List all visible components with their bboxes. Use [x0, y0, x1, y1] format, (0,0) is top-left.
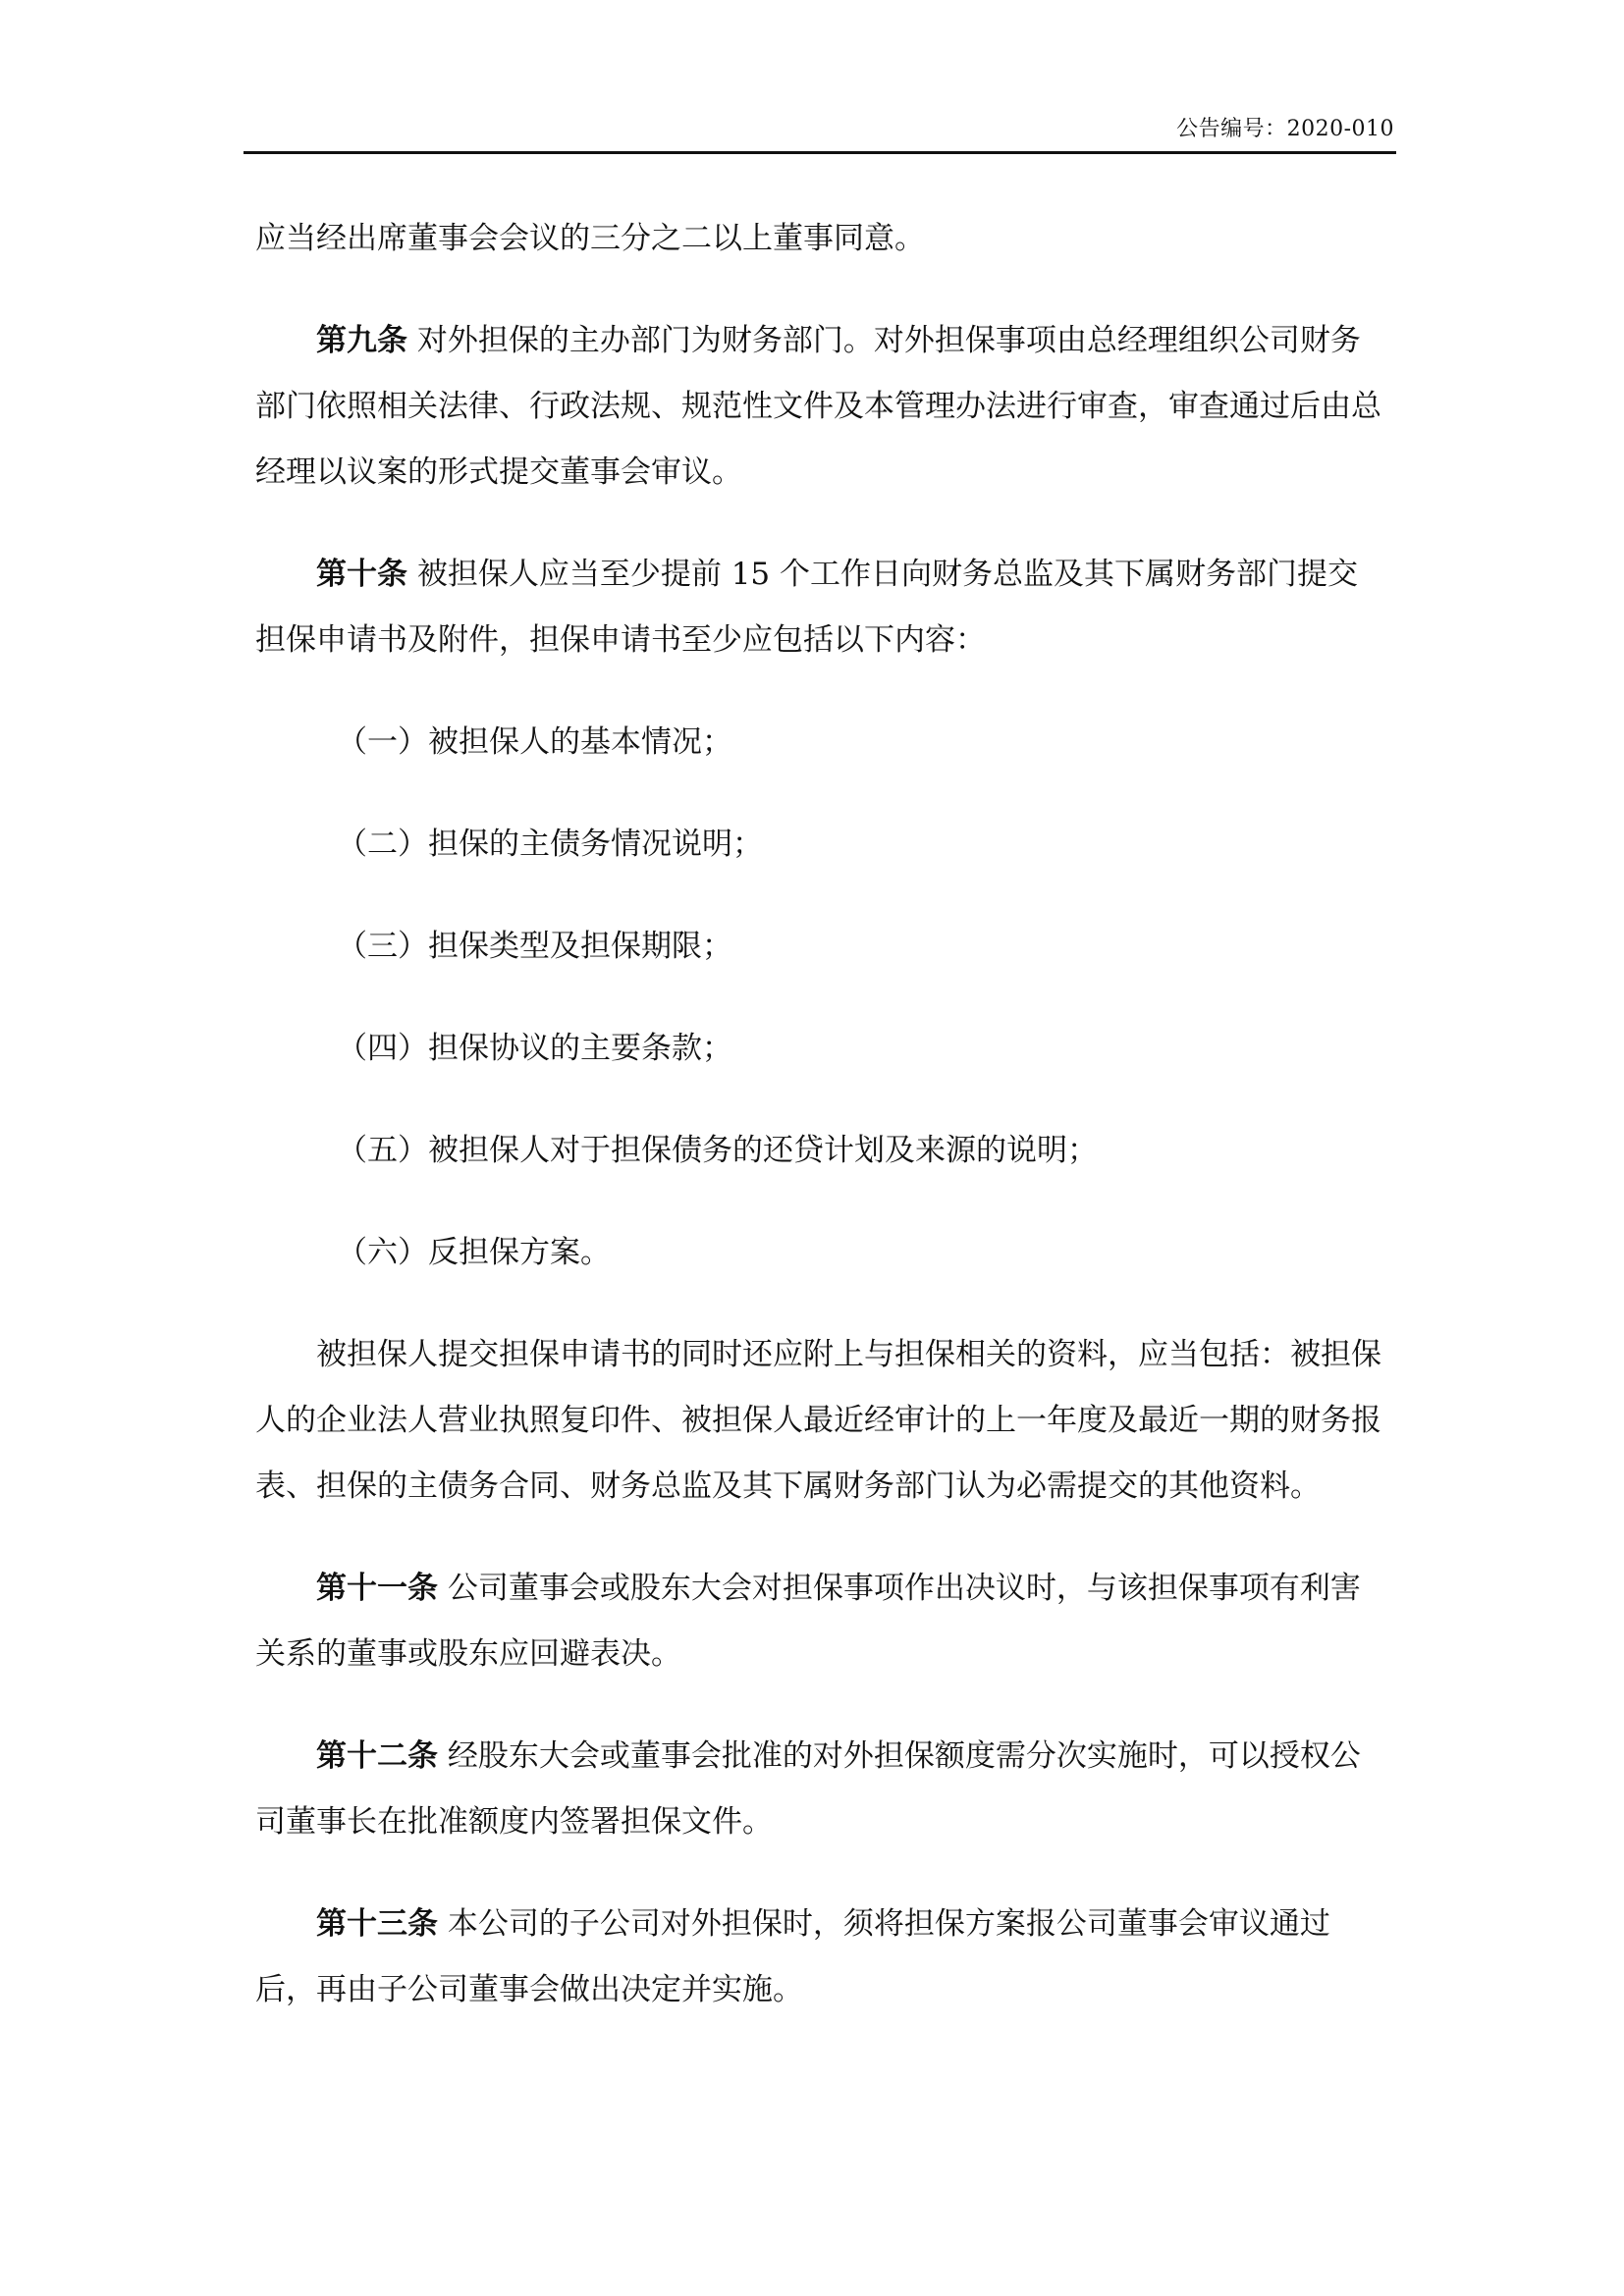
paragraph-text: 应当经出席董事会会议的三分之二以上董事同意。 [255, 221, 925, 256]
attachment-paragraph [255, 1322, 1384, 1520]
list-item-text: （六）反担保方案。 [337, 1235, 611, 1270]
paragraph-continuation [255, 206, 1384, 272]
list-item-text: （二）担保的主债务情况说明； [337, 827, 763, 862]
list-item-text: （四）担保协议的主要条款； [337, 1031, 732, 1066]
list-item [255, 812, 1384, 878]
article-12 [255, 1724, 1384, 1855]
list-item [255, 1016, 1384, 1082]
paragraph-text: 公司董事会或股东大会对担保事项作出决议时，与该担保事项有利害关系的董事或股东应回避表决。 [255, 1571, 1361, 1672]
paragraph-text: 对外担保的主办部门为财务部门。对外担保事项由总经理组织公司财务部门依照相关法律、行政法规、规范性文件及本管理办法进行审查，审查通过后由总经理以议案的形式提交董事会审议。 [255, 323, 1381, 490]
article-label: 第十二条 [316, 1738, 438, 1774]
paragraph-text: 本公司的子公司对外担保时，须将担保方案报公司董事会审议通过后，再由子公司董事会做出决定并实施。 [255, 1906, 1330, 2007]
article-label: 第十三条 [316, 1906, 438, 1942]
article-10 [255, 542, 1384, 673]
article-11 [255, 1556, 1384, 1687]
article-label: 第十条 [316, 557, 407, 592]
announcement-number: 公告编号：2020-010 [1176, 117, 1394, 141]
article-label: 第十一条 [316, 1571, 438, 1606]
article-9 [255, 308, 1384, 506]
paragraph-text: 被担保人提交担保申请书的同时还应附上与担保相关的资料，应当包括：被担保人的企业法人营业执照复印件、被担保人最近经审计的上一年度及最近一期的财务报表、担保的主债务合同、财务总监及其下属财务部门认为必需提交的其他资料。 [255, 1337, 1381, 1504]
list-item [255, 710, 1384, 775]
document-body [255, 206, 1384, 2023]
page-header [244, 116, 1396, 154]
list-item [255, 1118, 1384, 1184]
list-item-text: （五）被担保人对于担保债务的还贷计划及来源的说明； [337, 1133, 1098, 1168]
paragraph-text: 经股东大会或董事会批准的对外担保额度需分次实施时，可以授权公司董事长在批准额度内签署担保文件。 [255, 1738, 1361, 1840]
article-13 [255, 1892, 1384, 2023]
paragraph-text: 被担保人应当至少提前 15 个工作日向财务总监及其下属财务部门提交担保申请书及附件，担保申请书至少应包括以下内容： [255, 557, 1359, 658]
article-label: 第九条 [316, 323, 407, 358]
list-item-text: （一）被担保人的基本情况； [337, 724, 732, 760]
list-item [255, 1220, 1384, 1286]
list-item [255, 914, 1384, 980]
list-item-text: （三）担保类型及担保期限； [337, 929, 732, 964]
